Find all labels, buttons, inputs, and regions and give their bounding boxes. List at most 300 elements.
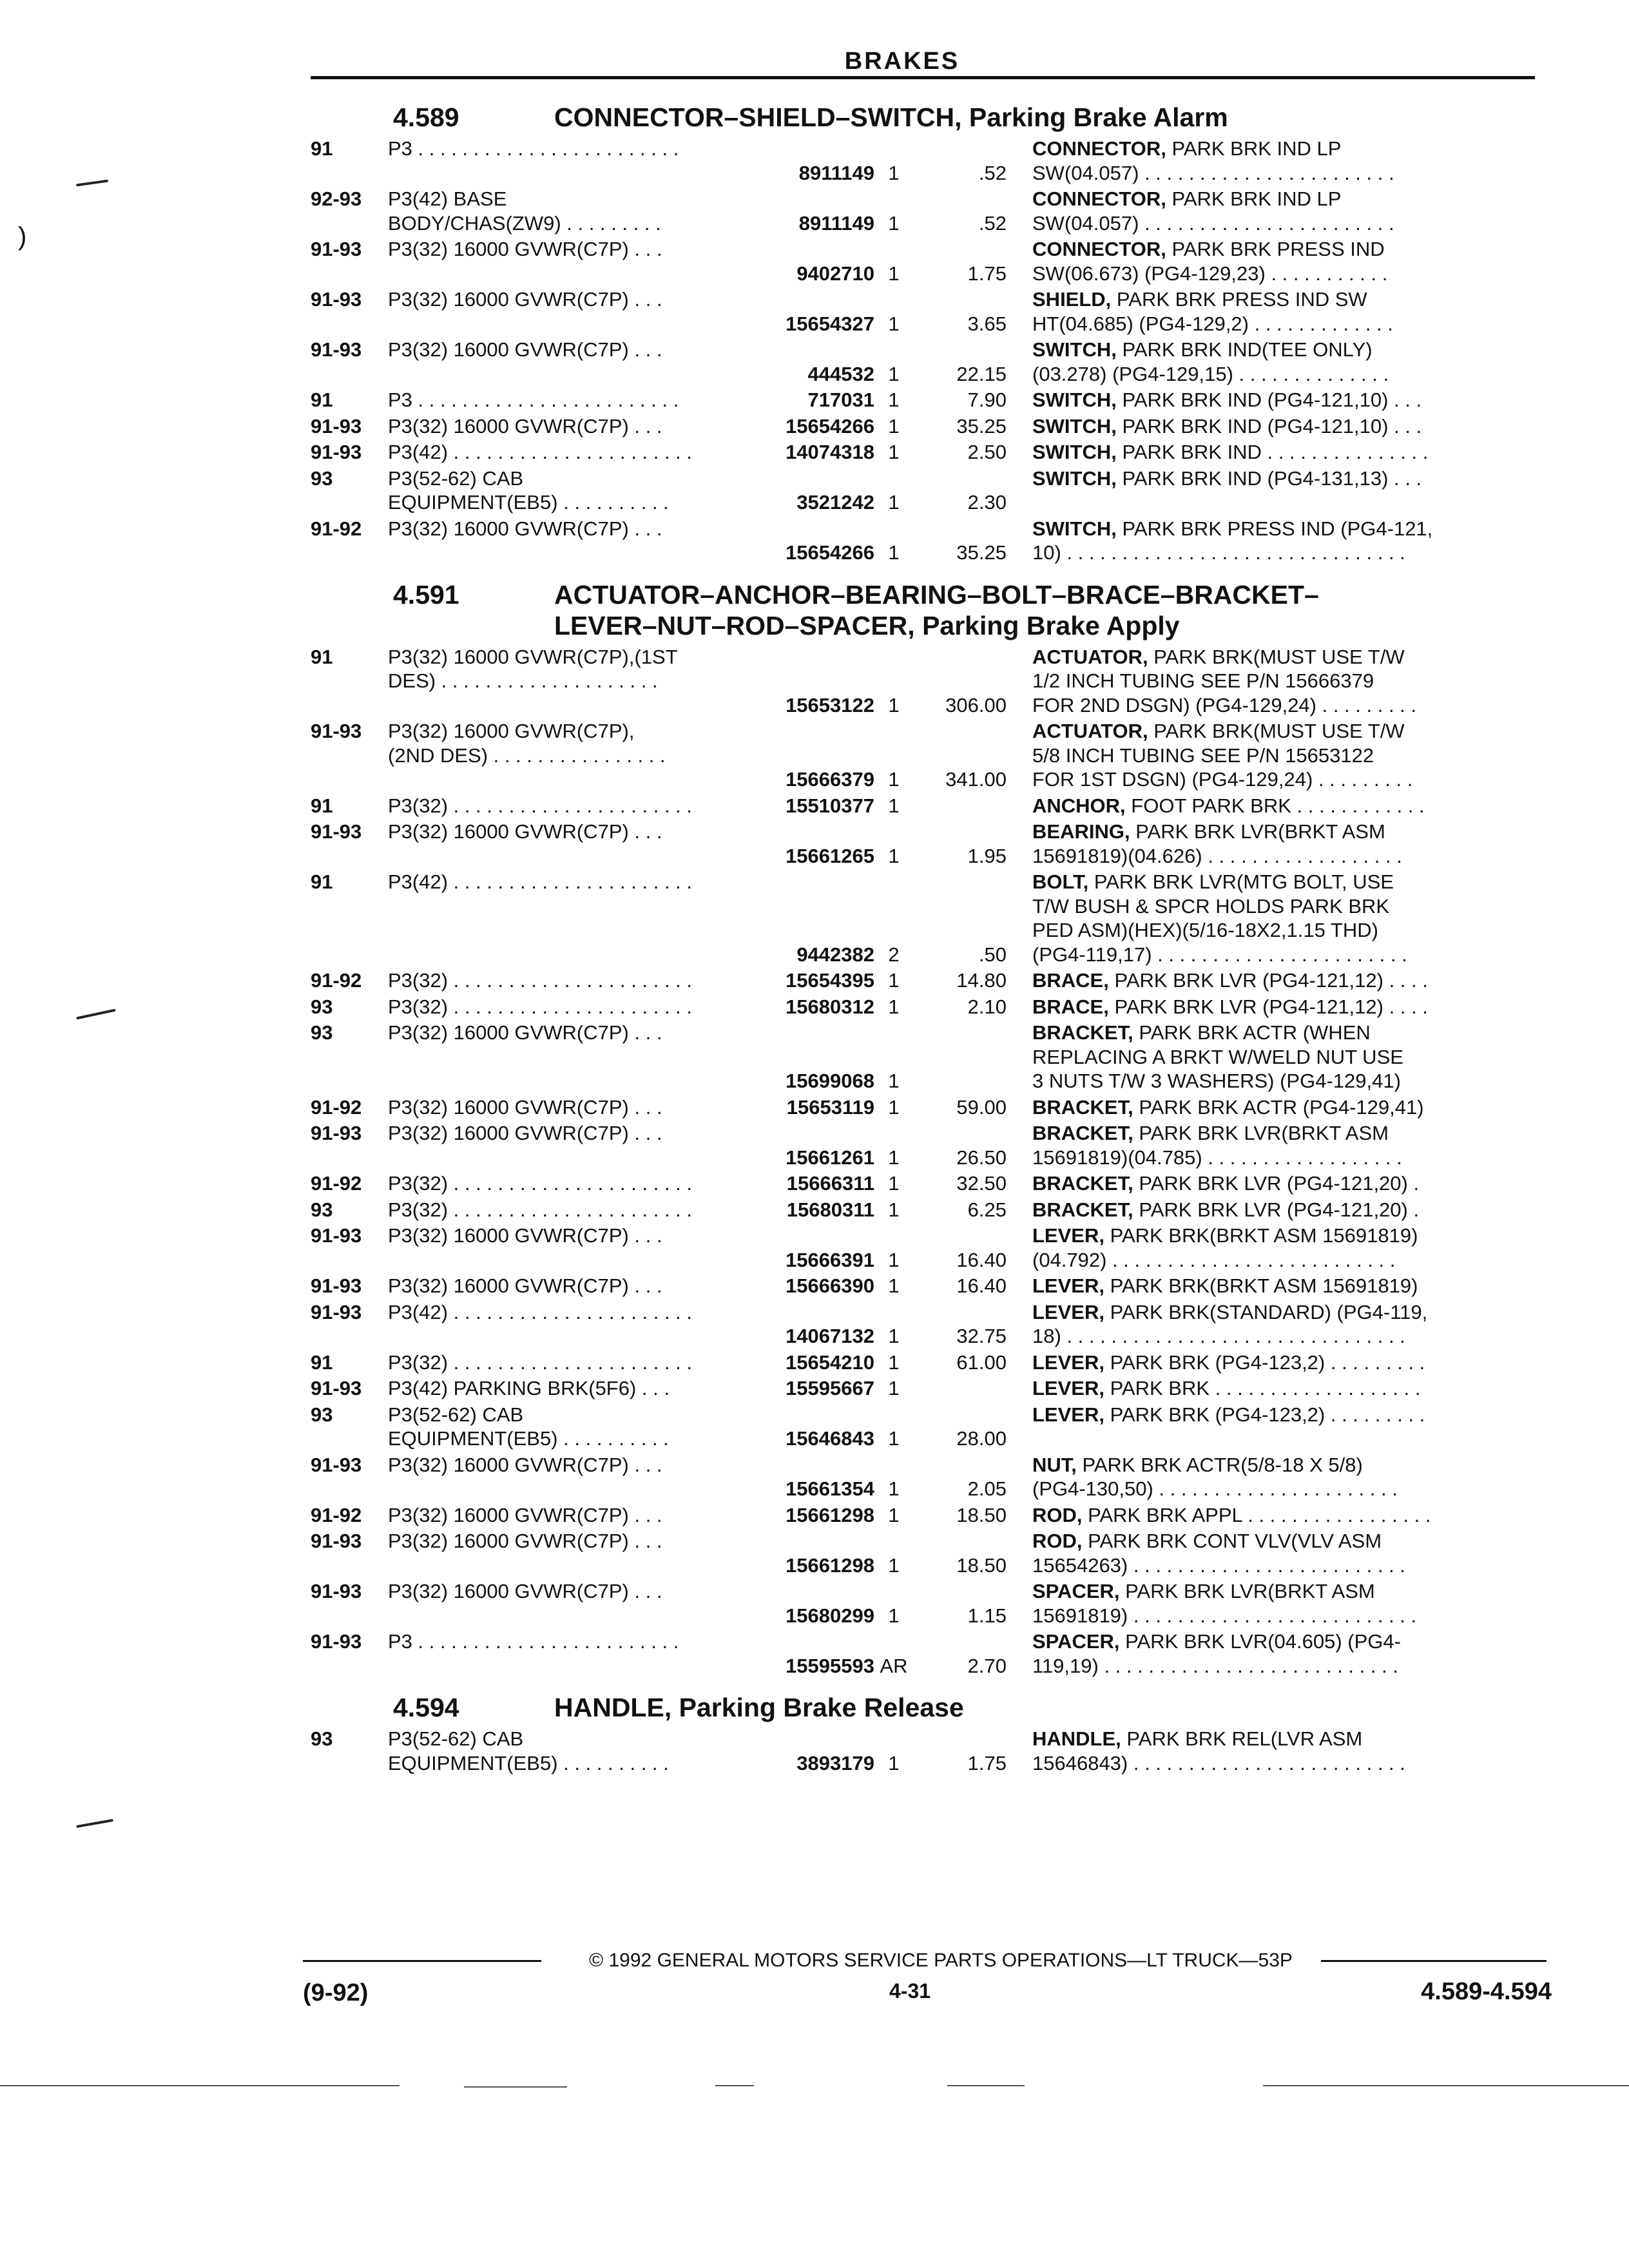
description xyxy=(1026,414,1522,439)
description-detail: PARK BRK IND . . . . . . . . . . . . . . . xyxy=(1116,441,1429,463)
application: P3(42) PARKING BRK(5F6) . . . xyxy=(388,1377,670,1399)
description-detail: PARK BRK ACTR (PG4-129,41) xyxy=(1133,1095,1424,1119)
part-number: 15661298 xyxy=(786,1553,874,1577)
application: P3(32) 16000 GVWR(C7P) . . . xyxy=(388,288,662,311)
part-row xyxy=(311,719,1535,792)
price: 7.90 xyxy=(967,389,1007,411)
part-row xyxy=(311,645,1535,718)
part-row xyxy=(311,968,1535,993)
application: P3(32) 16000 GVWR(C7P) . . . xyxy=(388,1274,662,1297)
description xyxy=(1026,1274,1522,1298)
quantity: 1 xyxy=(888,1477,900,1500)
application: P3(32) 16000 GVWR(C7P) . . . xyxy=(388,1224,662,1247)
model-years: 93 xyxy=(311,1021,333,1044)
part-row xyxy=(311,1529,1535,1577)
model-years: 91-93 xyxy=(311,1274,362,1297)
description-name: BRACE, xyxy=(1032,995,1109,1018)
footer-copyright: © 1992 GENERAL MOTORS SERVICE PARTS OPERATIONS—LT TRUCK—53P xyxy=(589,1950,1293,1971)
description-detail: PARK BRK LVR (PG4-121,20) . xyxy=(1133,1198,1420,1221)
application: P3(42) . . . . . . . . . . . . . . . . . . . . . . xyxy=(388,441,693,463)
description xyxy=(1026,1376,1522,1401)
part-row xyxy=(311,794,1535,818)
model-years: 91 xyxy=(311,1350,333,1374)
part-row xyxy=(311,820,1535,868)
parts-list xyxy=(311,97,1535,1784)
price: 16.40 xyxy=(956,1274,1007,1297)
model-years: 93 xyxy=(311,1727,333,1750)
part-number: 717031 xyxy=(807,389,874,411)
price: 2.70 xyxy=(967,1654,1007,1677)
price: 35.25 xyxy=(956,541,1007,564)
margin-mark xyxy=(76,1009,115,1020)
part-number: 15653119 xyxy=(786,1095,874,1119)
price: 341.00 xyxy=(945,768,1007,791)
application: P3(32) . . . . . . . . . . . . . . . . . . . . . . xyxy=(388,1198,693,1221)
description-detail: PARK BRK(BRKT ASM 15691819) xyxy=(1104,1274,1418,1297)
quantity: 1 xyxy=(888,312,900,335)
catalog-section xyxy=(311,574,1535,1678)
model-years: 93 xyxy=(311,995,333,1018)
part-number: 15680311 xyxy=(786,1198,874,1221)
description-name: BRACKET, xyxy=(1032,1172,1133,1195)
description-name: SWITCH, xyxy=(1032,389,1117,411)
model-years: 91-92 xyxy=(311,1172,362,1195)
description xyxy=(1026,440,1522,465)
description-name: LEVER, xyxy=(1032,1377,1104,1399)
part-row xyxy=(311,1274,1535,1298)
description-detail: PARK BRK(BRKT ASM 15691819) (04.792) . . . . . . . . . . . . . . . . . . . . . . . . . . xyxy=(1032,1224,1418,1271)
quantity: 1 xyxy=(888,1146,900,1169)
part-row xyxy=(311,137,1535,185)
description xyxy=(1026,338,1522,386)
application: P3(32) 16000 GVWR(C7P) . . . xyxy=(388,1453,662,1476)
application: P3(32) 16000 GVWR(C7P) . . . xyxy=(388,1580,662,1602)
description-name: CONNECTOR, xyxy=(1032,137,1166,160)
price: 2.10 xyxy=(967,995,1007,1018)
description-detail: PARK BRK LVR(BRKT ASM 15691819) . . . . . . . . . . . . . . . . . . . . . . . . . . xyxy=(1032,1580,1417,1627)
description-name: SWITCH, xyxy=(1032,517,1117,540)
description-detail: PARK BRK LVR(BRKT ASM 15691819)(04.626) . . . . . . . . . . . . . . . . . . xyxy=(1032,820,1402,867)
description-name: LEVER, xyxy=(1032,1274,1104,1297)
footer-rule-right xyxy=(1321,1960,1547,1962)
part-number: 15699068 xyxy=(786,1070,874,1092)
price: 1.15 xyxy=(967,1604,1007,1627)
quantity: 1 xyxy=(888,262,900,285)
part-number: 15646843 xyxy=(786,1427,874,1450)
part-row xyxy=(311,1350,1535,1375)
description-name: LEVER, xyxy=(1032,1300,1104,1323)
description-detail: PARK BRK LVR (PG4-121,12) . . . . xyxy=(1108,995,1428,1018)
description xyxy=(1026,137,1522,185)
model-years: 91-93 xyxy=(311,1122,362,1144)
model-years: 91-92 xyxy=(311,969,362,992)
application: P3(42) BASE BODY/CHAS(ZW9) . . . . . . . . . xyxy=(388,187,661,235)
part-row xyxy=(311,1224,1535,1272)
description-detail: PARK BRK PRESS IND SW HT(04.685) (PG4-129,2) . . . . . . . . . . . . . xyxy=(1032,288,1393,335)
price: .52 xyxy=(978,161,1007,184)
price: 59.00 xyxy=(956,1095,1007,1119)
quantity: 1 xyxy=(888,693,900,716)
part-number: 15666311 xyxy=(786,1172,874,1195)
model-years: 91 xyxy=(311,870,333,893)
price: 32.50 xyxy=(956,1172,1007,1195)
margin-mark xyxy=(76,1819,113,1828)
application: P3(32) 16000 GVWR(C7P) . . . xyxy=(388,1503,662,1526)
price: 16.40 xyxy=(956,1248,1007,1271)
part-number: 14074318 xyxy=(786,441,874,463)
part-number: 15661261 xyxy=(786,1146,874,1169)
quantity: 1 xyxy=(888,1248,900,1271)
description-name: ROD, xyxy=(1032,1503,1083,1526)
quantity: 1 xyxy=(888,1172,900,1195)
part-row xyxy=(311,1376,1535,1401)
scan-artifact-line xyxy=(947,2085,1025,2086)
description-detail: PARK BRK CONT VLV(VLV ASM 15654263) . . . . . . . . . . . . . . . . . . . . . . . . . xyxy=(1032,1530,1405,1577)
description-detail: PARK BRK . . . . . . . . . . . . . . . . . . . xyxy=(1104,1377,1421,1399)
catalog-section xyxy=(311,97,1535,565)
part-row xyxy=(311,870,1535,966)
description-detail: PARK BRK IND (PG4-121,10) . . . xyxy=(1116,389,1422,411)
quantity: 1 xyxy=(888,1751,900,1774)
part-row xyxy=(311,338,1535,386)
part-row xyxy=(311,517,1535,565)
quantity: 1 xyxy=(888,995,900,1018)
part-row xyxy=(311,1121,1535,1169)
description xyxy=(1026,517,1522,565)
part-number: 15595593 xyxy=(786,1654,874,1677)
part-number: 444532 xyxy=(807,362,874,385)
price xyxy=(913,1021,1026,1093)
description xyxy=(1026,1095,1522,1120)
model-years: 91-93 xyxy=(311,338,362,361)
part-row xyxy=(311,440,1535,465)
scan-artifact-line xyxy=(715,2085,754,2086)
price: .52 xyxy=(978,211,1007,235)
description xyxy=(1026,1503,1522,1528)
application: P3(52-62) CAB EQUIPMENT(EB5) . . . . . . . . . . xyxy=(388,1403,669,1450)
description xyxy=(1026,287,1522,336)
quantity: 1 xyxy=(888,414,900,437)
description xyxy=(1026,1171,1522,1196)
model-years: 91-93 xyxy=(311,1580,362,1602)
model-years: 91-93 xyxy=(311,1530,362,1552)
model-years: 91-93 xyxy=(311,820,362,843)
part-row xyxy=(311,995,1535,1019)
application: P3(32) 16000 GVWR(C7P) . . . xyxy=(388,1530,662,1552)
price: 18.50 xyxy=(956,1503,1007,1526)
part-number: 8911149 xyxy=(798,211,874,235)
margin-paren: ) xyxy=(18,222,27,251)
description xyxy=(1026,794,1522,818)
application: P3(32) 16000 GVWR(C7P) . . . xyxy=(388,517,662,540)
quantity: 1 xyxy=(888,794,900,817)
price: 22.15 xyxy=(956,362,1007,385)
price: 3.65 xyxy=(967,312,1007,335)
quantity: 1 xyxy=(888,161,900,184)
application: P3(32) . . . . . . . . . . . . . . . . . . . . . . xyxy=(388,969,693,992)
description-detail: PARK BRK LVR (PG4-121,12) . . . . xyxy=(1108,969,1428,992)
description xyxy=(1026,1727,1522,1775)
quantity: 1 xyxy=(888,211,900,235)
price: 26.50 xyxy=(956,1146,1007,1169)
model-years: 91 xyxy=(311,389,333,411)
description xyxy=(1026,1403,1522,1451)
application: P3(32) 16000 GVWR(C7P) . . . xyxy=(388,820,662,843)
price: 2.30 xyxy=(967,491,1007,514)
description xyxy=(1026,1453,1522,1501)
model-years: 91-92 xyxy=(311,1095,362,1119)
part-row xyxy=(311,466,1535,515)
part-number: 15666391 xyxy=(786,1248,874,1271)
part-number: 8911149 xyxy=(798,161,874,184)
part-number: 15661298 xyxy=(786,1503,874,1526)
quantity: 1 xyxy=(888,1503,900,1526)
description xyxy=(1026,1121,1522,1169)
description xyxy=(1026,1300,1522,1349)
part-row xyxy=(311,1629,1535,1678)
application: P3(52-62) CAB EQUIPMENT(EB5) . . . . . . . . . . xyxy=(388,466,669,514)
price xyxy=(913,1376,1026,1401)
catalog-section xyxy=(311,1687,1535,1775)
application: P3(52-62) CAB EQUIPMENT(EB5) . . . . . . . . . . xyxy=(388,1727,669,1774)
section-number: 4.594 xyxy=(393,1693,459,1722)
price: 1.95 xyxy=(967,844,1007,867)
footer-date-code: (9-92) xyxy=(303,1979,369,2006)
price: 306.00 xyxy=(945,693,1007,716)
part-row xyxy=(311,1453,1535,1501)
part-row xyxy=(311,1579,1535,1628)
description xyxy=(1026,466,1522,515)
description-detail: PARK BRK(STANDARD) (PG4-119, 18) . . . . . . . . . . . . . . . . . . . . . . . . . . . . . . . xyxy=(1032,1300,1428,1347)
description-name: BOLT, xyxy=(1032,870,1089,893)
model-years: 91-93 xyxy=(311,1300,362,1323)
quantity: 1 xyxy=(888,1377,900,1399)
description-detail: PARK BRK (PG4-123,2) . . . . . . . . . xyxy=(1104,1403,1425,1426)
description-detail: PARK BRK IND LP SW(04.057) . . . . . . . . . . . . . . . . . . . . . . . xyxy=(1032,187,1394,235)
part-row xyxy=(311,414,1535,439)
description xyxy=(1026,1224,1522,1272)
application: P3(42) . . . . . . . . . . . . . . . . . . . . . . xyxy=(388,870,693,893)
application: P3(32) 16000 GVWR(C7P) . . . xyxy=(388,338,662,361)
model-years: 91-92 xyxy=(311,1503,362,1526)
description xyxy=(1026,1350,1522,1375)
description-detail: PARK BRK LVR(04.605) (PG4- 119,19) . . . . . . . . . . . . . . . . . . . . . . . . . . . xyxy=(1032,1630,1401,1677)
model-years: 91-93 xyxy=(311,720,362,742)
description xyxy=(1026,1198,1522,1222)
model-years: 91 xyxy=(311,137,333,160)
part-number: 15654210 xyxy=(786,1350,874,1374)
description xyxy=(1026,237,1522,285)
part-row xyxy=(311,1171,1535,1196)
description-name: SWITCH, xyxy=(1032,466,1117,490)
price: .50 xyxy=(978,943,1007,966)
description xyxy=(1026,1629,1522,1678)
description-name: ACTUATOR, xyxy=(1032,645,1148,668)
description-name: BRACE, xyxy=(1032,969,1109,992)
scan-artifact-line xyxy=(464,2086,567,2088)
description-name: LEVER, xyxy=(1032,1403,1104,1426)
description xyxy=(1026,820,1522,868)
description-detail: PARK BRK(MUST USE T/W 5/8 INCH TUBING SEE P/N 15653122 FOR 1ST DSGN) (PG4-129,24) . . . . . . . . . xyxy=(1032,720,1413,791)
price: 14.80 xyxy=(956,969,1007,992)
price: 6.25 xyxy=(967,1198,1007,1221)
part-row xyxy=(311,1727,1535,1775)
quantity: 1 xyxy=(888,844,900,867)
part-number: 15653122 xyxy=(786,693,874,716)
description-name: BRACKET, xyxy=(1032,1021,1133,1044)
description-detail: PARK BRK ACTR (WHEN REPLACING A BRKT W/WELD NUT USE 3 NUTS T/W 3 WASHERS) (PG4-129,41) xyxy=(1032,1021,1403,1092)
application: P3(32) . . . . . . . . . . . . . . . . . . . . . . xyxy=(388,794,693,817)
description xyxy=(1026,995,1522,1019)
part-number: 15661265 xyxy=(786,844,874,867)
description-name: ACTUATOR, xyxy=(1032,720,1148,742)
part-row xyxy=(311,1095,1535,1120)
part-number: 15666390 xyxy=(786,1274,874,1297)
footer-rule-left xyxy=(303,1960,541,1962)
price: 2.05 xyxy=(967,1477,1007,1500)
description-name: CONNECTOR, xyxy=(1032,187,1166,210)
quantity: AR xyxy=(880,1654,908,1677)
footer-section-range: 4.589-4.594 xyxy=(1421,1978,1552,2005)
quantity: 1 xyxy=(888,1604,900,1627)
part-row xyxy=(311,1300,1535,1349)
price: 1.75 xyxy=(967,262,1007,285)
application: P3 . . . . . . . . . . . . . . . . . . . . . . . . xyxy=(388,137,679,160)
price: 35.25 xyxy=(956,414,1007,437)
part-number: 15661354 xyxy=(786,1477,874,1500)
description-name: SWITCH, xyxy=(1032,441,1117,463)
quantity: 1 xyxy=(888,1095,900,1119)
model-years: 92-93 xyxy=(311,187,362,210)
part-number: 15680312 xyxy=(786,995,874,1018)
scan-artifact-line xyxy=(0,2085,400,2086)
price xyxy=(913,794,1026,818)
application: P3(32) 16000 GVWR(C7P) . . . xyxy=(388,414,662,437)
quantity: 1 xyxy=(888,1070,900,1092)
description-name: LEVER, xyxy=(1032,1350,1104,1374)
description-detail: PARK BRK IND (PG4-131,13) . . . xyxy=(1116,466,1422,490)
model-years: 91-93 xyxy=(311,1630,362,1653)
price: 18.50 xyxy=(956,1553,1007,1577)
description-name: BEARING, xyxy=(1032,820,1130,843)
price: 32.75 xyxy=(956,1325,1007,1347)
description-name: ANCHOR, xyxy=(1032,794,1126,817)
application: P3(42) . . . . . . . . . . . . . . . . . . . . . . xyxy=(388,1300,693,1323)
part-number: 9402710 xyxy=(796,262,874,285)
section-number: 4.589 xyxy=(393,102,459,132)
quantity: 1 xyxy=(888,441,900,463)
description-detail: PARK BRK LVR(BRKT ASM 15691819)(04.785) . . . . . . . . . . . . . . . . . . xyxy=(1032,1122,1402,1169)
model-years: 91-93 xyxy=(311,288,362,311)
quantity: 1 xyxy=(888,362,900,385)
application: P3(32) . . . . . . . . . . . . . . . . . . . . . . xyxy=(388,1172,693,1195)
part-row xyxy=(311,1503,1535,1528)
description-name: SPACER, xyxy=(1032,1580,1120,1602)
section-number: 4.591 xyxy=(393,579,459,610)
description-detail: PARK BRK (PG4-123,2) . . . . . . . . . xyxy=(1104,1350,1425,1374)
application: P3(32) 16000 GVWR(C7P) . . . xyxy=(388,238,662,260)
part-row xyxy=(311,1021,1535,1093)
footer-page-number: 4-31 xyxy=(889,1979,931,2003)
application: P3 . . . . . . . . . . . . . . . . . . . . . . . . xyxy=(388,389,679,411)
section-heading xyxy=(311,574,1535,641)
description-name: SPACER, xyxy=(1032,1630,1120,1653)
quantity: 1 xyxy=(888,541,900,564)
description xyxy=(1026,187,1522,235)
price: 61.00 xyxy=(956,1350,1007,1374)
part-number: 15654266 xyxy=(786,414,874,437)
part-number: 9442382 xyxy=(796,943,874,966)
part-number: 15680299 xyxy=(786,1604,874,1627)
quantity: 1 xyxy=(888,1325,900,1347)
header-rule xyxy=(311,76,1535,79)
model-years: 91-93 xyxy=(311,1453,362,1476)
page-header-title: BRAKES xyxy=(844,48,960,75)
model-years: 91 xyxy=(311,794,333,817)
description-detail: FOOT PARK BRK . . . . . . . . . . . . xyxy=(1125,794,1425,817)
description-detail: PARK BRK IND(TEE ONLY) (03.278) (PG4-129,15) . . . . . . . . . . . . . . xyxy=(1032,338,1389,385)
model-years: 91-92 xyxy=(311,517,362,540)
part-number: 3521242 xyxy=(796,491,874,514)
model-years: 93 xyxy=(311,1198,333,1221)
price: 2.50 xyxy=(967,441,1007,463)
part-row xyxy=(311,388,1535,412)
model-years: 91-93 xyxy=(311,1377,362,1399)
description-name: SWITCH, xyxy=(1032,338,1117,361)
part-row xyxy=(311,287,1535,336)
description-detail: PARK BRK(MUST USE T/W 1/2 INCH TUBING SEE P/N 15666379 FOR 2ND DSGN) (PG4-129,24) . . . . . . . . . xyxy=(1032,645,1417,716)
section-heading xyxy=(311,1687,1535,1723)
application: P3(32) 16000 GVWR(C7P) . . . xyxy=(388,1095,662,1119)
description-name: HANDLE, xyxy=(1032,1727,1121,1750)
description-name: BRACKET, xyxy=(1032,1095,1133,1119)
description-detail: PARK BRK PRESS IND SW(06.673) (PG4-129,23) . . . . . . . . . . . xyxy=(1032,238,1388,285)
description-name: LEVER, xyxy=(1032,1224,1104,1247)
description-name: ROD, xyxy=(1032,1530,1083,1552)
part-number: 15654327 xyxy=(786,312,874,335)
application: P3(32) 16000 GVWR(C7P) . . . xyxy=(388,1021,662,1044)
part-number: 15595667 xyxy=(786,1377,874,1399)
description xyxy=(1026,645,1522,718)
description-detail: PARK BRK IND LP SW(04.057) . . . . . . . . . . . . . . . . . . . . . . . xyxy=(1032,137,1394,184)
description xyxy=(1026,968,1522,993)
section-title: HANDLE, Parking Brake Release xyxy=(554,1693,964,1722)
description xyxy=(1026,388,1522,412)
quantity: 1 xyxy=(888,1553,900,1577)
description-name: CONNECTOR, xyxy=(1032,238,1166,260)
description-detail: PARK BRK LVR(MTG BOLT, USE T/W BUSH & SPCR HOLDS PARK BRK PED ASM)(HEX)(5/16-18X2,1.15 THD) (PG4-119,17) . . . . . . . . . . . . . . . . . . . . . . . xyxy=(1032,870,1407,966)
description-detail: PARK BRK REL(LVR ASM 15646843) . . . . . . . . . . . . . . . . . . . . . . . . . xyxy=(1032,1727,1405,1774)
application: P3 . . . . . . . . . . . . . . . . . . . . . . . . xyxy=(388,1630,679,1653)
part-number: 15510377 xyxy=(786,794,874,817)
part-row xyxy=(311,1198,1535,1222)
section-title: ACTUATOR–ANCHOR–BEARING–BOLT–BRACE–BRACKET– LEVER–NUT–ROD–SPACER, Parking Brake Apply xyxy=(554,579,1319,640)
quantity: 2 xyxy=(888,943,900,966)
model-years: 91-93 xyxy=(311,1224,362,1247)
price: 28.00 xyxy=(956,1427,1007,1450)
quantity: 1 xyxy=(888,1427,900,1450)
description-name: SWITCH, xyxy=(1032,414,1117,437)
section-title: CONNECTOR–SHIELD–SWITCH, Parking Brake Alarm xyxy=(554,102,1228,132)
description-detail: PARK BRK IND (PG4-121,10) . . . xyxy=(1116,414,1422,437)
model-years: 91-93 xyxy=(311,414,362,437)
application: P3(32) 16000 GVWR(C7P),(1ST DES) . . . . . . . . . . . . . . . . . . . . xyxy=(388,645,678,692)
quantity: 1 xyxy=(888,969,900,992)
quantity: 1 xyxy=(888,1274,900,1297)
description-name: BRACKET, xyxy=(1032,1198,1133,1221)
model-years: 91-93 xyxy=(311,238,362,260)
part-number: 14067132 xyxy=(786,1325,874,1347)
